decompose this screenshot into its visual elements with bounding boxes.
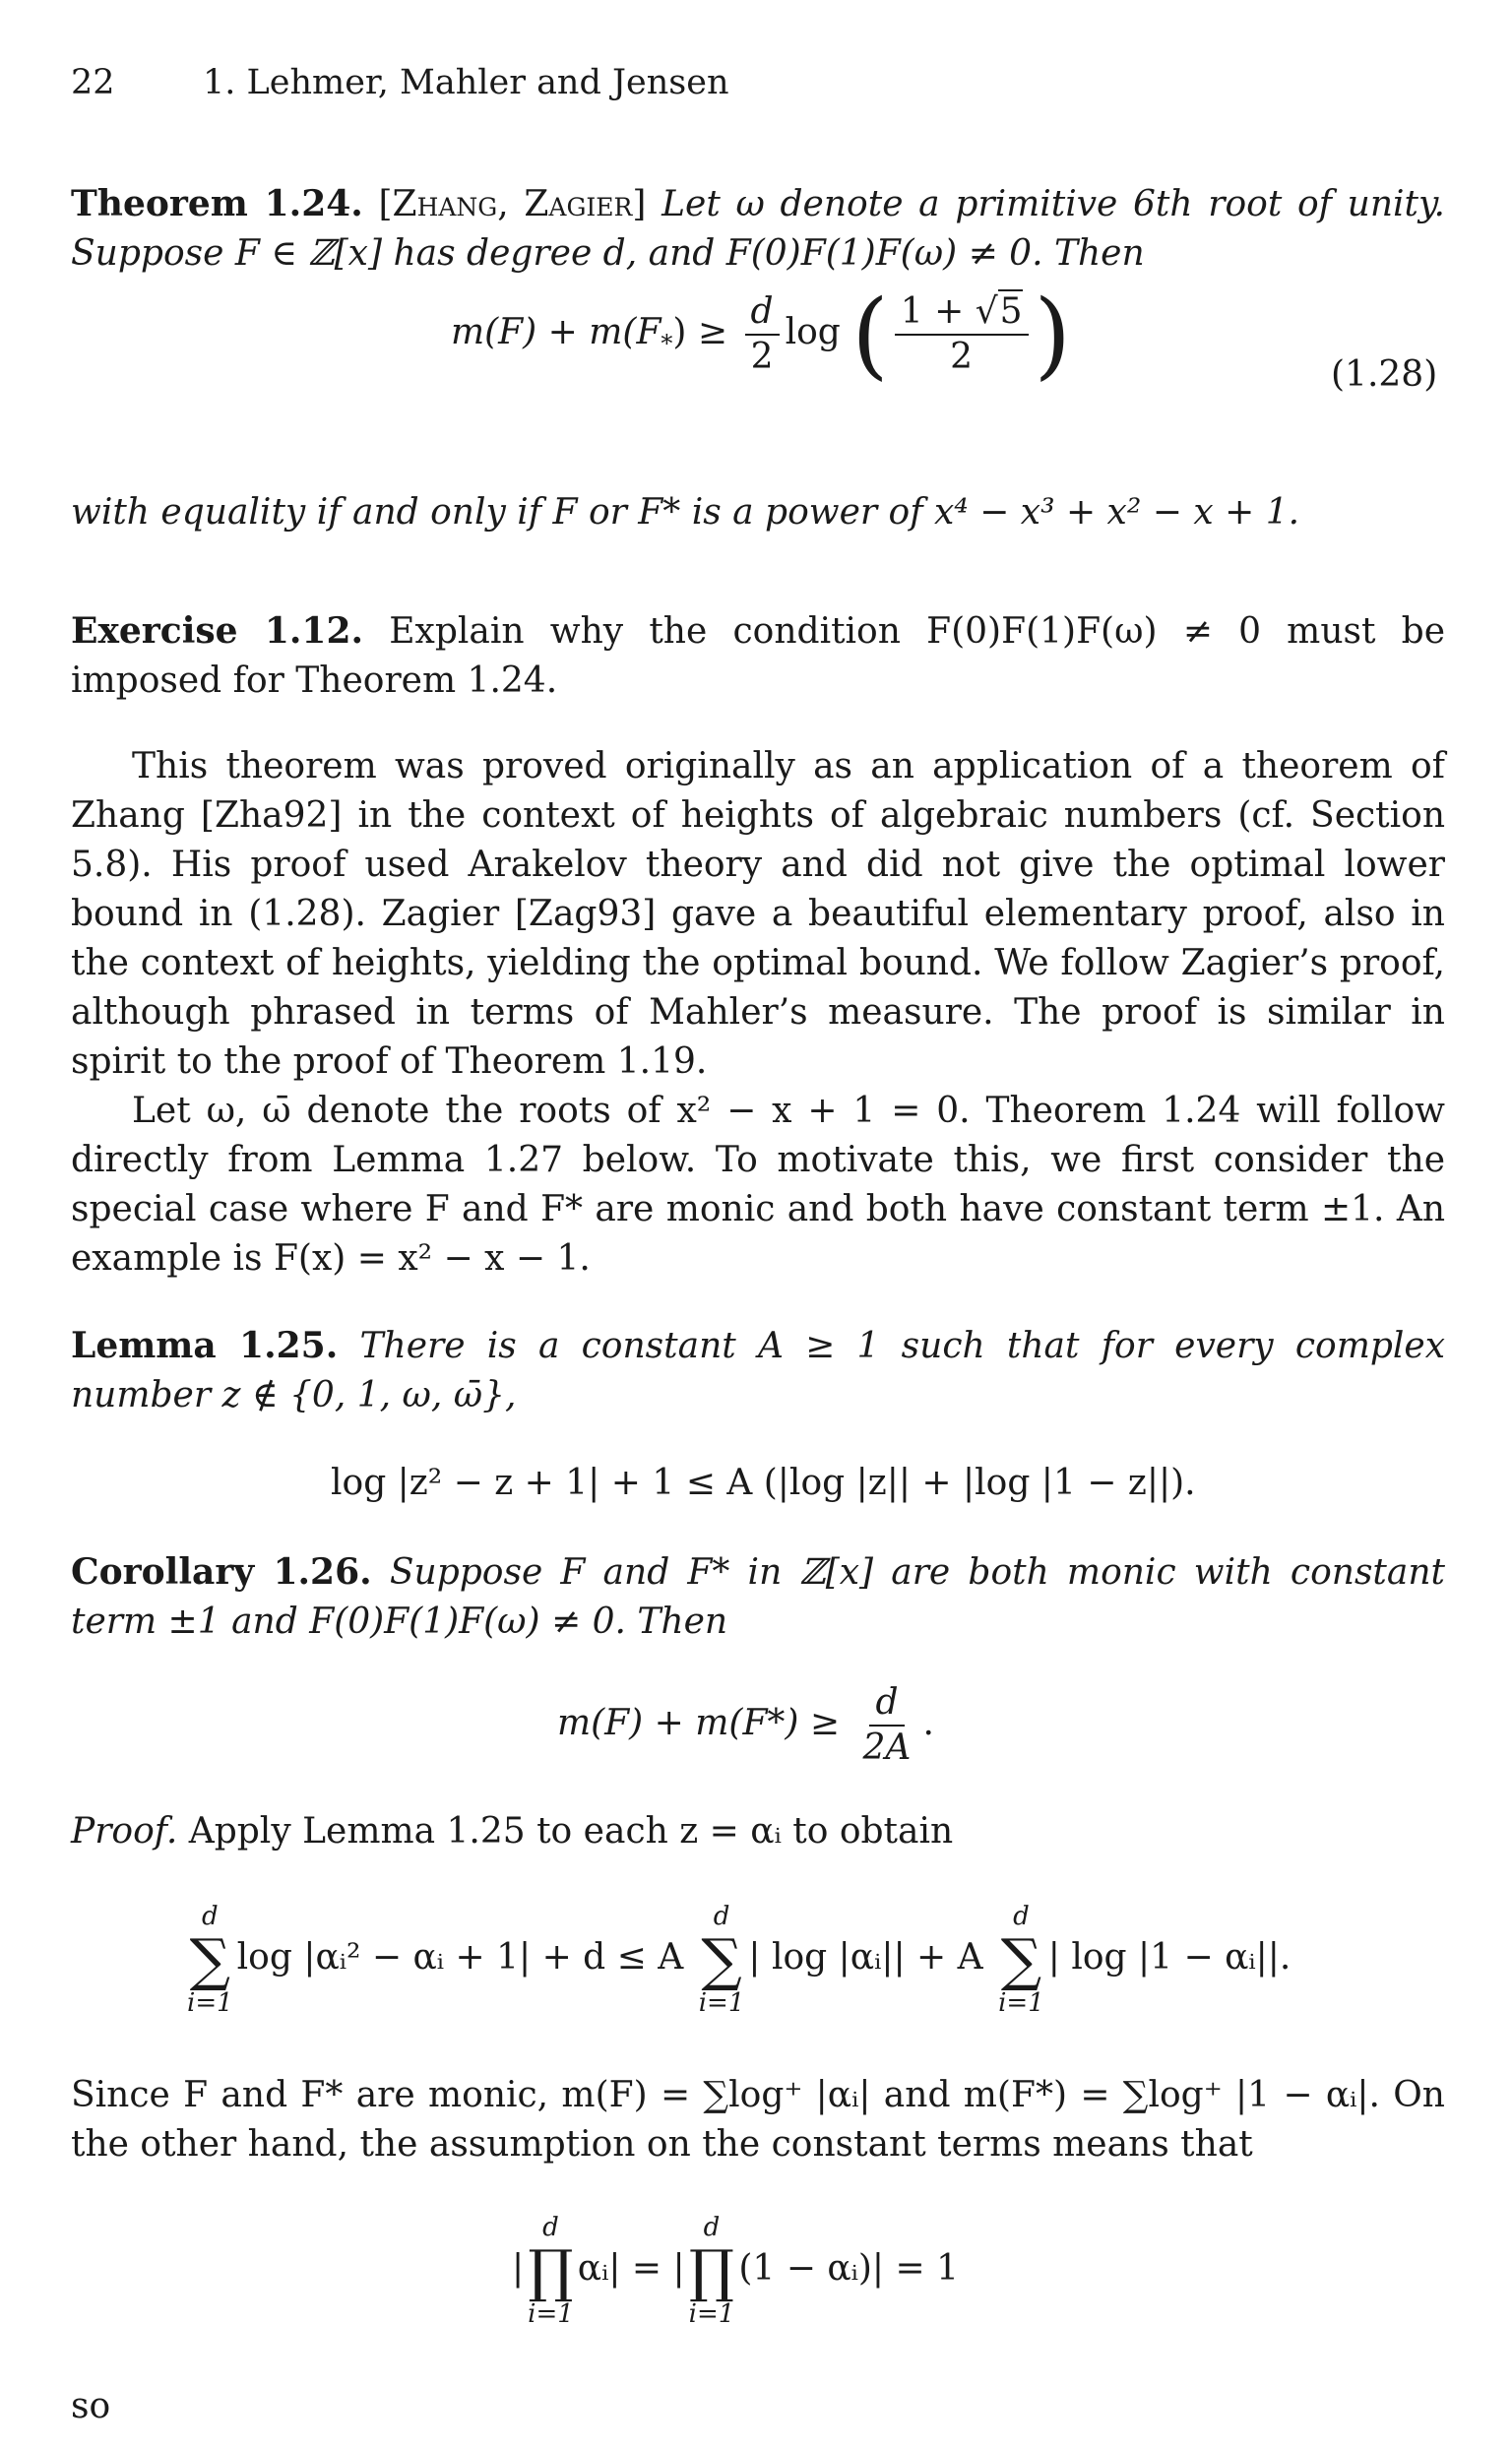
exercise-label: Exercise 1.12.	[71, 610, 364, 652]
golden-num-a: 1 +	[900, 291, 976, 332]
sum-operator-1: d ∑ i=1	[187, 1902, 233, 2018]
golden-sqrt: 5	[999, 291, 1023, 332]
theorem-label: Theorem 1.24.	[71, 183, 363, 224]
since-paragraph	[71, 2071, 1445, 2169]
sum-term-1: log |αᵢ² − αᵢ + 1| + d ≤ A	[236, 1937, 684, 1978]
proof-text: Apply Lemma 1.25 to each z = αᵢ to obtain	[188, 1811, 954, 1852]
so-text: so	[71, 2386, 111, 2426]
theorem-statement	[71, 179, 1445, 279]
proof-block	[71, 1807, 1445, 1856]
equation-relation: ) ≥	[672, 312, 728, 352]
footer-so	[71, 2382, 1445, 2431]
golden-ratio-fraction: $\frac{1 + √5}{2}$	[895, 290, 1029, 379]
lemma-block	[71, 1321, 1445, 1420]
paragraph-1: This theorem was proved originally as an application of a theorem of Zhang [Zha92] in the context of heights of algebraic numbers (cf. Section 5.8). His proof used Arakelov theory and did not give the optimal lower bound in (1.28). Zagier [Zag93] gave a beautiful elementary proof, also in the context of heights, yielding the optimal bound. We follow Zagier’s proof, although phrased in terms of Mahler’s measure. The proof is similar in spirit to the proof of Theorem 1.19.	[71, 746, 1445, 1082]
sum3-lower: i=1	[998, 1988, 1044, 2018]
sum1-upper: d	[202, 1902, 219, 1931]
theorem-text-1: Let ω denote a primitive 6th root of unity. Suppose F ∈ ℤ[x] has degree d, and F(0)F(1)F(ω) ≠ 0. Then	[71, 184, 1445, 274]
corollary-block	[71, 1547, 1445, 1647]
fraction-d-over-2	[745, 290, 780, 379]
sum1-lower: i=1	[187, 1988, 233, 2018]
body-paragraphs	[71, 742, 1445, 1284]
corollary-text: Suppose F and F* in ℤ[x] are both monic with constant term ±1 and F(0)F(1)F(ω) ≠ 0. Then	[71, 1552, 1445, 1642]
equation-sub: *	[661, 330, 673, 358]
sum2-lower: i=1	[698, 1988, 745, 2018]
sum2-upper: d	[713, 1902, 730, 1931]
lemma-text: There is a constant A ≥ 1 such that for every complex number z ∉ {0, 1, ω, ω̄},	[71, 1326, 1445, 1415]
product-operator-2: d ∏ i=1	[688, 2213, 735, 2329]
cor-num: d	[869, 1681, 904, 1727]
frac-num: d	[745, 290, 780, 336]
running-title: 1. Lehmer, Mahler and Jensen	[203, 63, 729, 102]
theorem-text-2: with equality if and only if F or F* is a power of x⁴ − x³ + x² − x + 1.	[71, 492, 1300, 533]
prod1-lower: i=1	[528, 2299, 574, 2329]
sum3-upper: d	[1013, 1902, 1030, 1931]
prod-middle: αᵢ| = |	[577, 2248, 685, 2289]
prod-abs-open: |	[512, 2248, 525, 2289]
corollary-equation	[557, 1681, 934, 1770]
left-paren: (	[851, 280, 889, 390]
log-text: log	[785, 312, 841, 352]
corollary-label: Corollary 1.26.	[71, 1551, 372, 1593]
sum-operator-3: d ∑ i=1	[998, 1902, 1044, 2018]
sum-term-3: | log |1 − αᵢ||.	[1047, 1937, 1292, 1978]
lemma-label: Lemma 1.25.	[71, 1325, 339, 1366]
equation-number: (1.28)	[1331, 354, 1438, 395]
theorem-statement-2	[71, 488, 1445, 537]
prod-end: (1 − αᵢ)| = 1	[738, 2248, 960, 2289]
exercise-text: Explain why the condition F(0)F(1)F(ω) ≠ 0 must be imposed for Theorem 1.24.	[71, 611, 1445, 701]
corollary-lhs: m(F) + m(F*) ≥	[557, 1703, 841, 1743]
frac-den: 2	[750, 337, 774, 377]
prod1-upper: d	[542, 2213, 559, 2242]
sum-operator-2: d ∑ i=1	[698, 1902, 745, 2018]
proof-sum-equation	[183, 1902, 1291, 2018]
sum-term-2: | log |αᵢ|| + A	[748, 1937, 983, 1978]
prod2-upper: d	[703, 2213, 721, 2242]
exercise-block	[71, 606, 1445, 706]
paragraph-2: Let ω, ω̄ denote the roots of x² − x + 1 = 0. Theorem 1.24 will follow directly from Lemma 1.27 below. To motivate this, we first consider the special case where F and F* are monic and both have constant term ±1. An example is F(x) = x² − x − 1.	[71, 1091, 1445, 1279]
golden-den: 2	[950, 337, 974, 377]
corollary-period: .	[922, 1703, 934, 1743]
theorem-equation	[451, 280, 1071, 390]
product-equation	[512, 2213, 959, 2329]
product-operator-1: d ∏ i=1	[528, 2213, 574, 2329]
prod2-lower: i=1	[688, 2299, 735, 2329]
cor-den: 2A	[862, 1728, 912, 1768]
page-number: 22	[71, 63, 115, 102]
theorem-attribution: [Zhang, Zagier]	[378, 184, 647, 224]
right-paren: )	[1034, 280, 1071, 390]
proof-label: Proof.	[71, 1811, 178, 1852]
equation-lhs: m(F) + m(F	[451, 312, 662, 352]
since-text: Since F and F* are monic, m(F) = ∑log⁺ |αᵢ| and m(F*) = ∑log⁺ |1 − αᵢ|. On the other hand, the assumption on the constant terms means that	[71, 2075, 1445, 2165]
lemma-equation: log |z² − z + 1| + 1 ≤ A (|log |z|| + |log |1 − z||).	[331, 1463, 1196, 1503]
fraction-d-over-2A	[857, 1681, 917, 1770]
